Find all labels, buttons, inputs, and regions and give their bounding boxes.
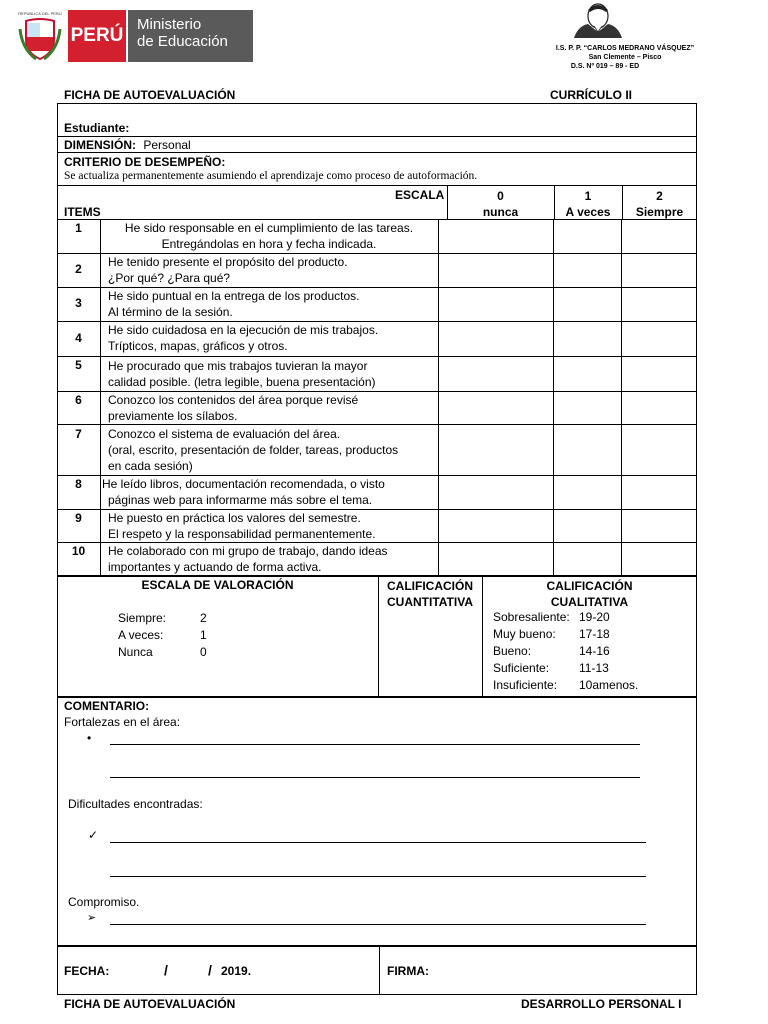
- qualitative-value: 14-16: [579, 644, 610, 658]
- date-year: 2019.: [221, 964, 252, 978]
- valuation-label: A veces:: [118, 628, 164, 642]
- qualitative-label: Suficiente:: [493, 661, 550, 675]
- institute-location: San Clemente – Pisco: [588, 54, 662, 61]
- item-number: 3: [75, 296, 82, 310]
- strengths-line-2[interactable]: [110, 777, 640, 778]
- item-number: 6: [75, 393, 82, 407]
- item-line: He sido responsable en el cumplimiento de las tareas.: [124, 221, 414, 235]
- strengths-label: Fortalezas en el área:: [64, 715, 181, 729]
- item-line: (oral, escrito, presentación de folder, tareas, productos: [108, 443, 399, 457]
- item-line: He sido cuidadosa en la ejecución de mis trabajos.: [108, 323, 379, 337]
- qualitative-label: Sobresaliente:: [493, 610, 570, 624]
- curriculum-label: CURRÍCULO II: [550, 88, 632, 102]
- qualitative-value: 17-18: [579, 627, 610, 641]
- quantitative-line: CUANTITATIVA: [387, 595, 473, 609]
- dimension-value: Personal: [143, 138, 191, 152]
- difficulties-line-1[interactable]: [110, 842, 646, 843]
- item-number: 10: [71, 544, 86, 558]
- qualitative-value: 10amenos.: [579, 678, 639, 692]
- footer-left: FICHA DE AUTOEVALUACIÓN: [64, 997, 236, 1011]
- item-number: 5: [75, 358, 82, 372]
- qualitative-label: Bueno:: [493, 644, 532, 658]
- item-number: 8: [75, 477, 82, 491]
- item-line: He leído libros, documentación recomendada, o visto: [102, 477, 385, 491]
- quantitative-line: CALIFICACIÓN: [387, 579, 473, 593]
- signature-label: FIRMA:: [387, 964, 429, 978]
- date-slash-1: /: [164, 962, 168, 978]
- item-text: [108, 254, 434, 286]
- item-line: ¿Por qué? ¿Para qué?: [108, 271, 231, 285]
- item-line: He tenido presente el propósito del producto.: [108, 255, 348, 269]
- item-line: en cada sesión): [108, 459, 193, 473]
- portrait-icon: [572, 2, 624, 38]
- date-label: FECHA:: [64, 964, 110, 978]
- svg-text:REPÚBLICA DEL PERÚ: REPÚBLICA DEL PERÚ: [18, 11, 62, 16]
- commitment-label: Compromiso.: [68, 895, 140, 909]
- valuation-label: Siempre:: [118, 611, 167, 625]
- dimension-label: DIMENSIÓN:: [64, 138, 136, 152]
- item-line: Entregándolas en hora y fecha indicada.: [161, 237, 377, 251]
- valuation-value: 0: [200, 645, 207, 659]
- item-number: 4: [75, 331, 82, 345]
- item-number: 1: [75, 221, 82, 235]
- valuation-title: ESCALA DE VALORACIÓN: [141, 578, 294, 592]
- institute-decree: D.S. Nº 019 – 89 - ED: [570, 63, 640, 70]
- criterion-text: Se actualiza permanentemente asumiendo el aprendizaje como proceso de autoformación.: [64, 170, 478, 182]
- item-line: páginas web para informarme más sobre el tema.: [108, 493, 373, 507]
- footer-right: DESARROLLO PERSONAL I: [521, 997, 682, 1011]
- check-icon: ✓: [88, 828, 99, 842]
- col-always-label: Siempre: [635, 205, 684, 219]
- ministry-line1: Ministerio: [137, 16, 202, 33]
- col-sometimes-num: 1: [584, 189, 592, 203]
- strengths-line-1[interactable]: [110, 744, 640, 745]
- item-line: He colaborado con mi grupo de trabajo, dando ideas: [108, 544, 388, 558]
- col-sometimes: [554, 188, 622, 220]
- item-line: He procurado que mis trabajos tuvieran la mayor: [108, 359, 368, 373]
- item-text: [104, 220, 434, 252]
- commitment-line[interactable]: [110, 924, 646, 925]
- item-line: El respeto y la responsabilidad permanentemente.: [108, 527, 376, 541]
- item-text: [102, 476, 434, 508]
- institute-info: [520, 44, 730, 71]
- item-number: 7: [75, 427, 82, 441]
- scale-label: ESCALA: [395, 188, 445, 202]
- qualitative-line: CALIFICACIÓN: [546, 579, 633, 593]
- quantitative-title: [378, 578, 482, 610]
- qualitative-value: 11-13: [579, 661, 609, 675]
- valuation-list: [118, 610, 207, 661]
- item-line: He sido puntual en la entrega de los productos.: [108, 289, 360, 303]
- valuation-value: 2: [200, 611, 207, 625]
- qualitative-line: CUALITATIVA: [550, 595, 629, 609]
- difficulties-label: Dificultades encontradas:: [68, 797, 203, 811]
- item-text: [108, 358, 432, 390]
- col-never: [447, 188, 554, 220]
- item-line: previamente los sílabos.: [108, 409, 238, 423]
- qualitative-label: Insuficiente:: [493, 678, 558, 692]
- col-always: [622, 188, 697, 220]
- col-always-num: 2: [656, 189, 663, 203]
- col-never-num: 0: [497, 189, 504, 203]
- criterion-label: CRITERIO DE DESEMPEÑO:: [64, 155, 226, 169]
- form-title: FICHA DE AUTOEVALUACIÓN: [64, 88, 236, 102]
- item-text: [108, 543, 432, 575]
- item-text: [108, 322, 434, 354]
- difficulties-line-2[interactable]: [110, 876, 646, 877]
- col-never-label: nunca: [482, 205, 519, 219]
- item-line: Conozco los contenidos del área porque revisé: [108, 393, 359, 407]
- date-slash-2: /: [208, 962, 212, 978]
- item-text: [108, 510, 434, 542]
- peru-logo: PERÚ: [68, 10, 126, 62]
- ministry-logo: [128, 10, 253, 62]
- dimension-row: [64, 138, 191, 152]
- qualitative-label: Muy bueno:: [493, 627, 556, 641]
- item-number: 9: [75, 511, 82, 525]
- item-line: He puesto en práctica los valores del semestre.: [108, 511, 361, 525]
- item-line: Conozco el sistema de evaluación del área.: [108, 427, 341, 441]
- item-text: [108, 288, 434, 320]
- peru-shield-icon: [18, 9, 62, 61]
- ministry-line2: de Educación: [137, 33, 228, 50]
- item-line: importantes y actuando de forma activa.: [108, 560, 322, 574]
- col-sometimes-label: A veces: [565, 205, 611, 219]
- qualitative-title: [482, 578, 697, 610]
- valuation-value: 1: [200, 628, 207, 642]
- footer-frame: [57, 946, 697, 995]
- bullet-icon: •: [87, 731, 92, 745]
- item-text: [108, 426, 434, 474]
- institute-name: I.S. P. P. “CARLOS MEDRANO VÁSQUEZ”: [555, 45, 695, 52]
- item-text: [108, 392, 432, 424]
- qualitative-value: 19-20: [579, 610, 610, 624]
- item-line: Trípticos, mapas, gráficos y otros.: [108, 339, 288, 353]
- arrow-icon: ➢: [87, 911, 97, 924]
- comments-title: COMENTARIO:: [64, 699, 150, 713]
- student-label: Estudiante:: [64, 121, 130, 135]
- item-line: Al término de la sesión.: [108, 305, 233, 319]
- valuation-label: Nunca: [118, 645, 153, 659]
- item-number: 2: [75, 262, 82, 276]
- qualitative-list: [493, 609, 638, 694]
- items-label: ITEMS: [64, 205, 101, 219]
- item-line: calidad posible. (letra legible, buena presentación): [108, 375, 376, 389]
- comments-frame: [57, 697, 697, 946]
